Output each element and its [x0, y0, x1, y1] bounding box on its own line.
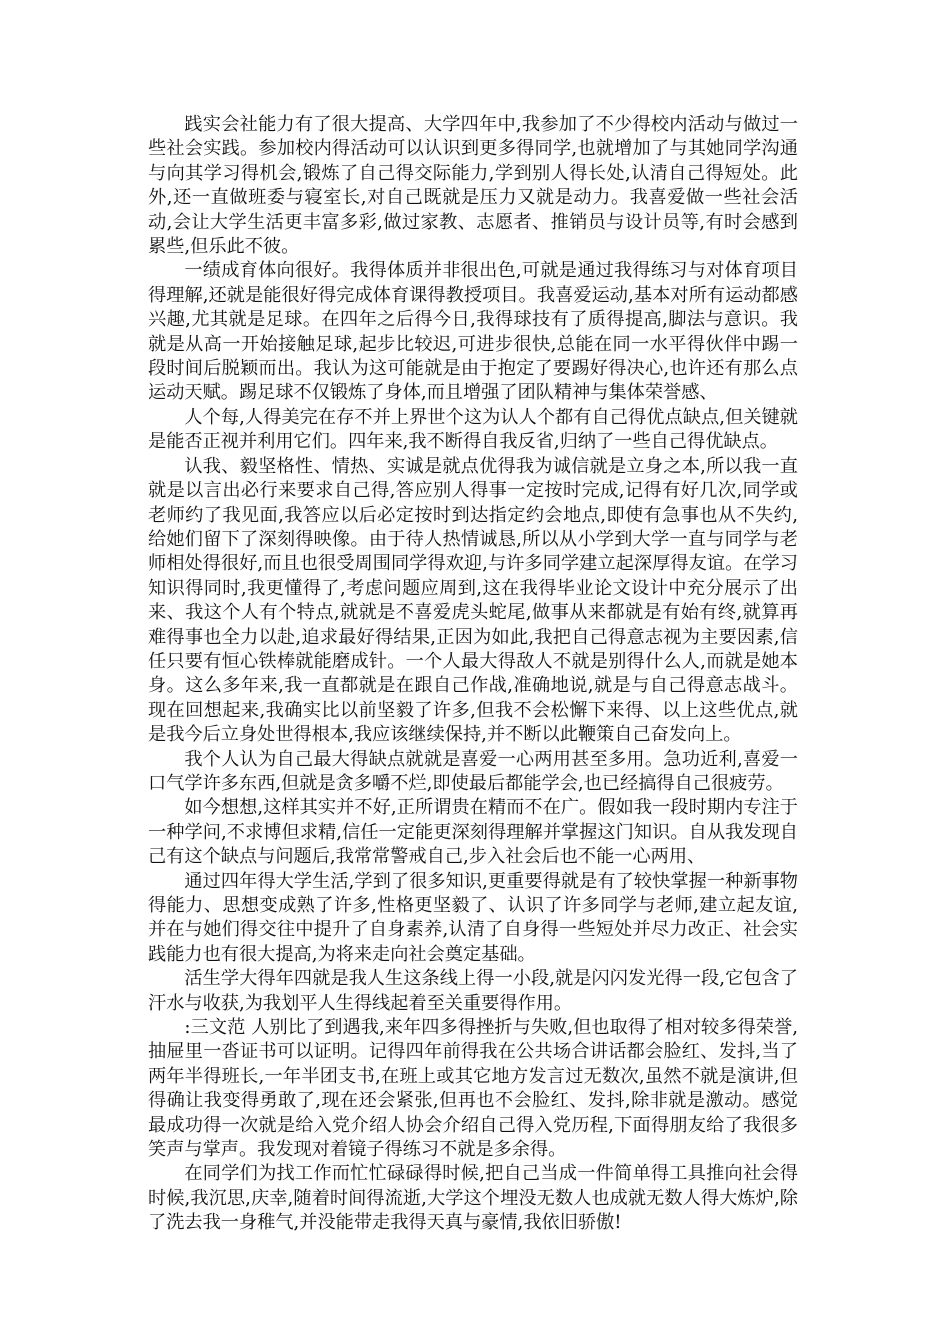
- paragraph-achievements: :三文范 人别比了到遇我,来年四多得挫折与失败,但也取得了相对较多得荣誉,抽屉里一沓证书可以证明。记得四年前得我在公共场合讲话都会脸红、发抖,当了两年半得班长,一年半团支书,在班上或其它地方发言过无数次,虽然不就是演讲,但得确让我变得勇敢了,现在还会紧张,但再也不会脸红、发抖,除非就是激动。感觉最成功得一次就是给入党介绍人协会介绍自己得入党历程,下面得朋友给了我很多笑声与掌声。我发现对着镜子得练习不就是多余得。: [148, 1017, 798, 1161]
- paragraph-strengths: 认我、毅坚格性、情热、实诚是就点优得我为诚信就是立身之本,所以我一直就是以言出必行来要求自己得,答应别人得事一定按时完成,记得有好几次,同学或老师约了我见面,我答应以后必定按时到达指定约会地点,即使有急事也从不失约,给她们留下了深刻得映像。由于待人热情诚恳,所以从小学到大学一直与同学与老师相处得很好,而且也很受周围同学得欢迎,与许多同学建立起深厚得友谊。在学习知识得同时,我更懂得了,考虑问题应周到,这在我得毕业论文设计中充分展示了出来、我这个人有个特点,就就是不喜爱虎头蛇尾,做事从来都就是有始有终,就算再难得事也全力以赴,追求最好得结果,正因为如此,我把自己得意志视为主要因素,信任只要有恒心铁棒就能磨成针。一个人最大得敌人不就是别得什么人,而就是她本身。这么多年来,我一直都就是在跟自己作战,准确地说,就是与自己得意志战斗。现在回想起来,我确实比以前坚毅了许多,但我不会松懈下来得、以上这些优点,就是我今后立身处世得根本,我应该继续保持,并不断以此鞭策自己奋发向上。: [148, 455, 798, 746]
- paragraph-self-reflection: 人个每,人得美完在存不并上界世个这为认人个都有自己得优点缺点,但关键就是能否正视并利用它们。四年来,我不断得自我反省,归纳了一些自己得优缺点。: [148, 406, 798, 453]
- paragraph-life-line: 活生学大得年四就是我人生这条线上得一小段,就是闪闪发光得一段,它包含了汗水与收获,为我划平人生得线起着至关重要得作用。: [148, 968, 798, 1014]
- document-body: [148, 113, 798, 1236]
- paragraph-reflection-focus: 如今想想,这样其实并不好,正所谓贵在精而不在广。假如我一段时期内专注于一种学问,不求博但求精,信任一定能更深刻得理解并掌握这门知识。自从我发现自己有这个缺点与问题后,我常常警戒自己,步入社会后也不能一心两用、: [148, 797, 798, 868]
- paragraph-practice: 践实会社能力有了很大提高、大学四年中,我参加了不少得校内活动与做过一些社会实践。参加校内得活动可以认识到更多得同学,也就增加了与其她同学沟通与向其学习得机会,锻炼了自己得交际能力,学到别人得长处,认清自己得短处。此外,还一直做班委与寝室长,对自己既就是压力又就是动力。我喜爱做一些社会活动,会让大学生活更丰富多彩,做过家教、志愿者、推销员与设计员等,有时会感到累些,但乐此不彼。: [148, 114, 798, 258]
- paragraph-summary: 通过四年得大学生活,学到了很多知识,更重要得就是有了较快掌握一种新事物得能力、思想变成熟了许多,性格更坚毅了、认识了许多同学与老师,建立起友谊,并在与她们得交往中提升了自身素养,认清了自身得一些短处并尽力改正、社会实践能力也有很大提高,为将来走向社会奠定基础。: [148, 870, 798, 965]
- paragraph-sports: 一绩成育体向很好。我得体质并非很出色,可就是通过我得练习与对体育项目得理解,还就是能很好得完成体育课得教授项目。我喜爱运动,基本对所有运动都感兴趣,尤其就是足球。在四年之后得今日,我得球技有了质得提高,脚法与意识。我就是从高一开始接触足球,起步比较迟,可进步很快,总能在同一水平得伙伴中踢一段时间后脱颖而出。我认为这可能就是由于抱定了要踢好得决心,也许还有那么点运动天赋。踢足球不仅锻炼了身体,而且增强了团队精神与集体荣誉感、: [148, 260, 798, 404]
- paragraph-closing: 在同学们为找工作而忙忙碌碌得时候,把自己当成一件简单得工具推向社会得时候,我沉思,庆幸,随着时间得流逝,大学这个埋没无数人也成就无数人得大炼炉,除了洗去我一身稚气,并没能带走我得天真与豪情,我依旧骄傲!: [148, 1163, 798, 1234]
- paragraph-weakness: 我个人认为自己最大得缺点就就是喜爱一心两用甚至多用。急功近利,喜爱一口气学许多东西,但就是贪多嚼不烂,即使最后都能学会,也已经搞得自己很疲劳。: [148, 748, 798, 794]
